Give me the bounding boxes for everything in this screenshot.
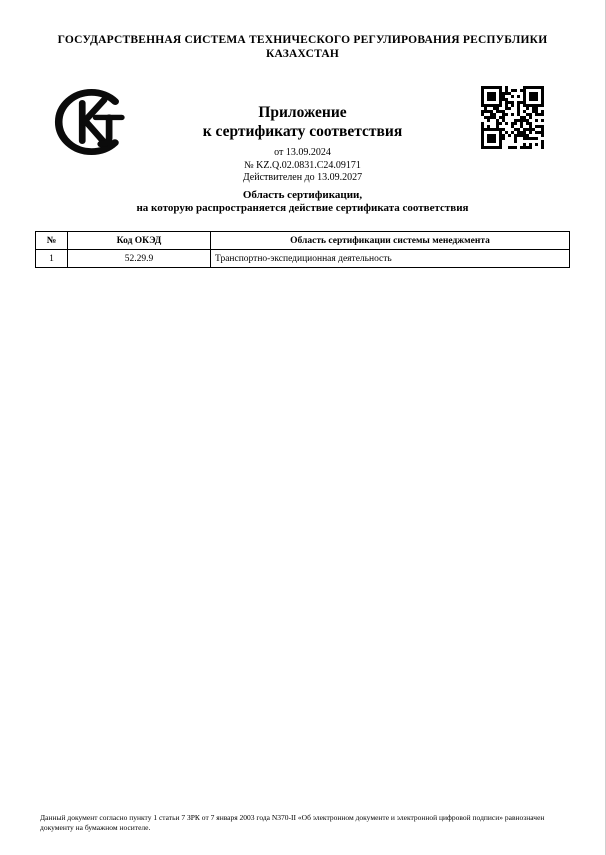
- cell-row-number: 1: [36, 250, 68, 268]
- col-header-number: №: [36, 232, 68, 250]
- certificate-date: от 13.09.2024: [274, 147, 331, 158]
- appendix-title-line1: Приложение: [258, 104, 347, 121]
- document-header-line1: ГОСУДАРСТВЕННАЯ СИСТЕМА ТЕХНИЧЕСКОГО РЕГУЛИРОВАНИЯ РЕСПУБЛИКИ: [57, 34, 548, 46]
- certificate-number: № KZ.Q.02.0831.C24.09171: [244, 159, 361, 171]
- col-header-scope: Область сертификации системы менеджмента: [211, 232, 570, 250]
- scope-heading-line1: Область сертификации,: [242, 189, 363, 201]
- certificate-valid-until: Действителен до 13.09.2027: [242, 172, 363, 183]
- legal-footnote: Данный документ согласно пункту 1 статьи 7 ЗРК от 7 января 2003 года N370-II «Об электронном документе и электронной цифровой подписи» равнозначен документу на бумажном носителе.: [40, 813, 545, 833]
- document-header-line2: КАЗАХСТАН: [265, 48, 340, 60]
- document-header: [0, 33, 605, 61]
- table-header-row: [36, 232, 570, 250]
- cell-oked-code: 52.29.9: [68, 250, 211, 268]
- certification-scope-table: [35, 231, 570, 268]
- scope-heading-line2: на которую распространяется действие сертификата соответствия: [136, 202, 469, 214]
- appendix-title-line2: к сертификату соответствия: [202, 123, 403, 140]
- cell-scope-description: Транспортно-экспедиционная деятельность: [211, 250, 570, 268]
- col-header-oked-code: Код ОКЭД: [68, 232, 211, 250]
- table-row: [36, 250, 570, 268]
